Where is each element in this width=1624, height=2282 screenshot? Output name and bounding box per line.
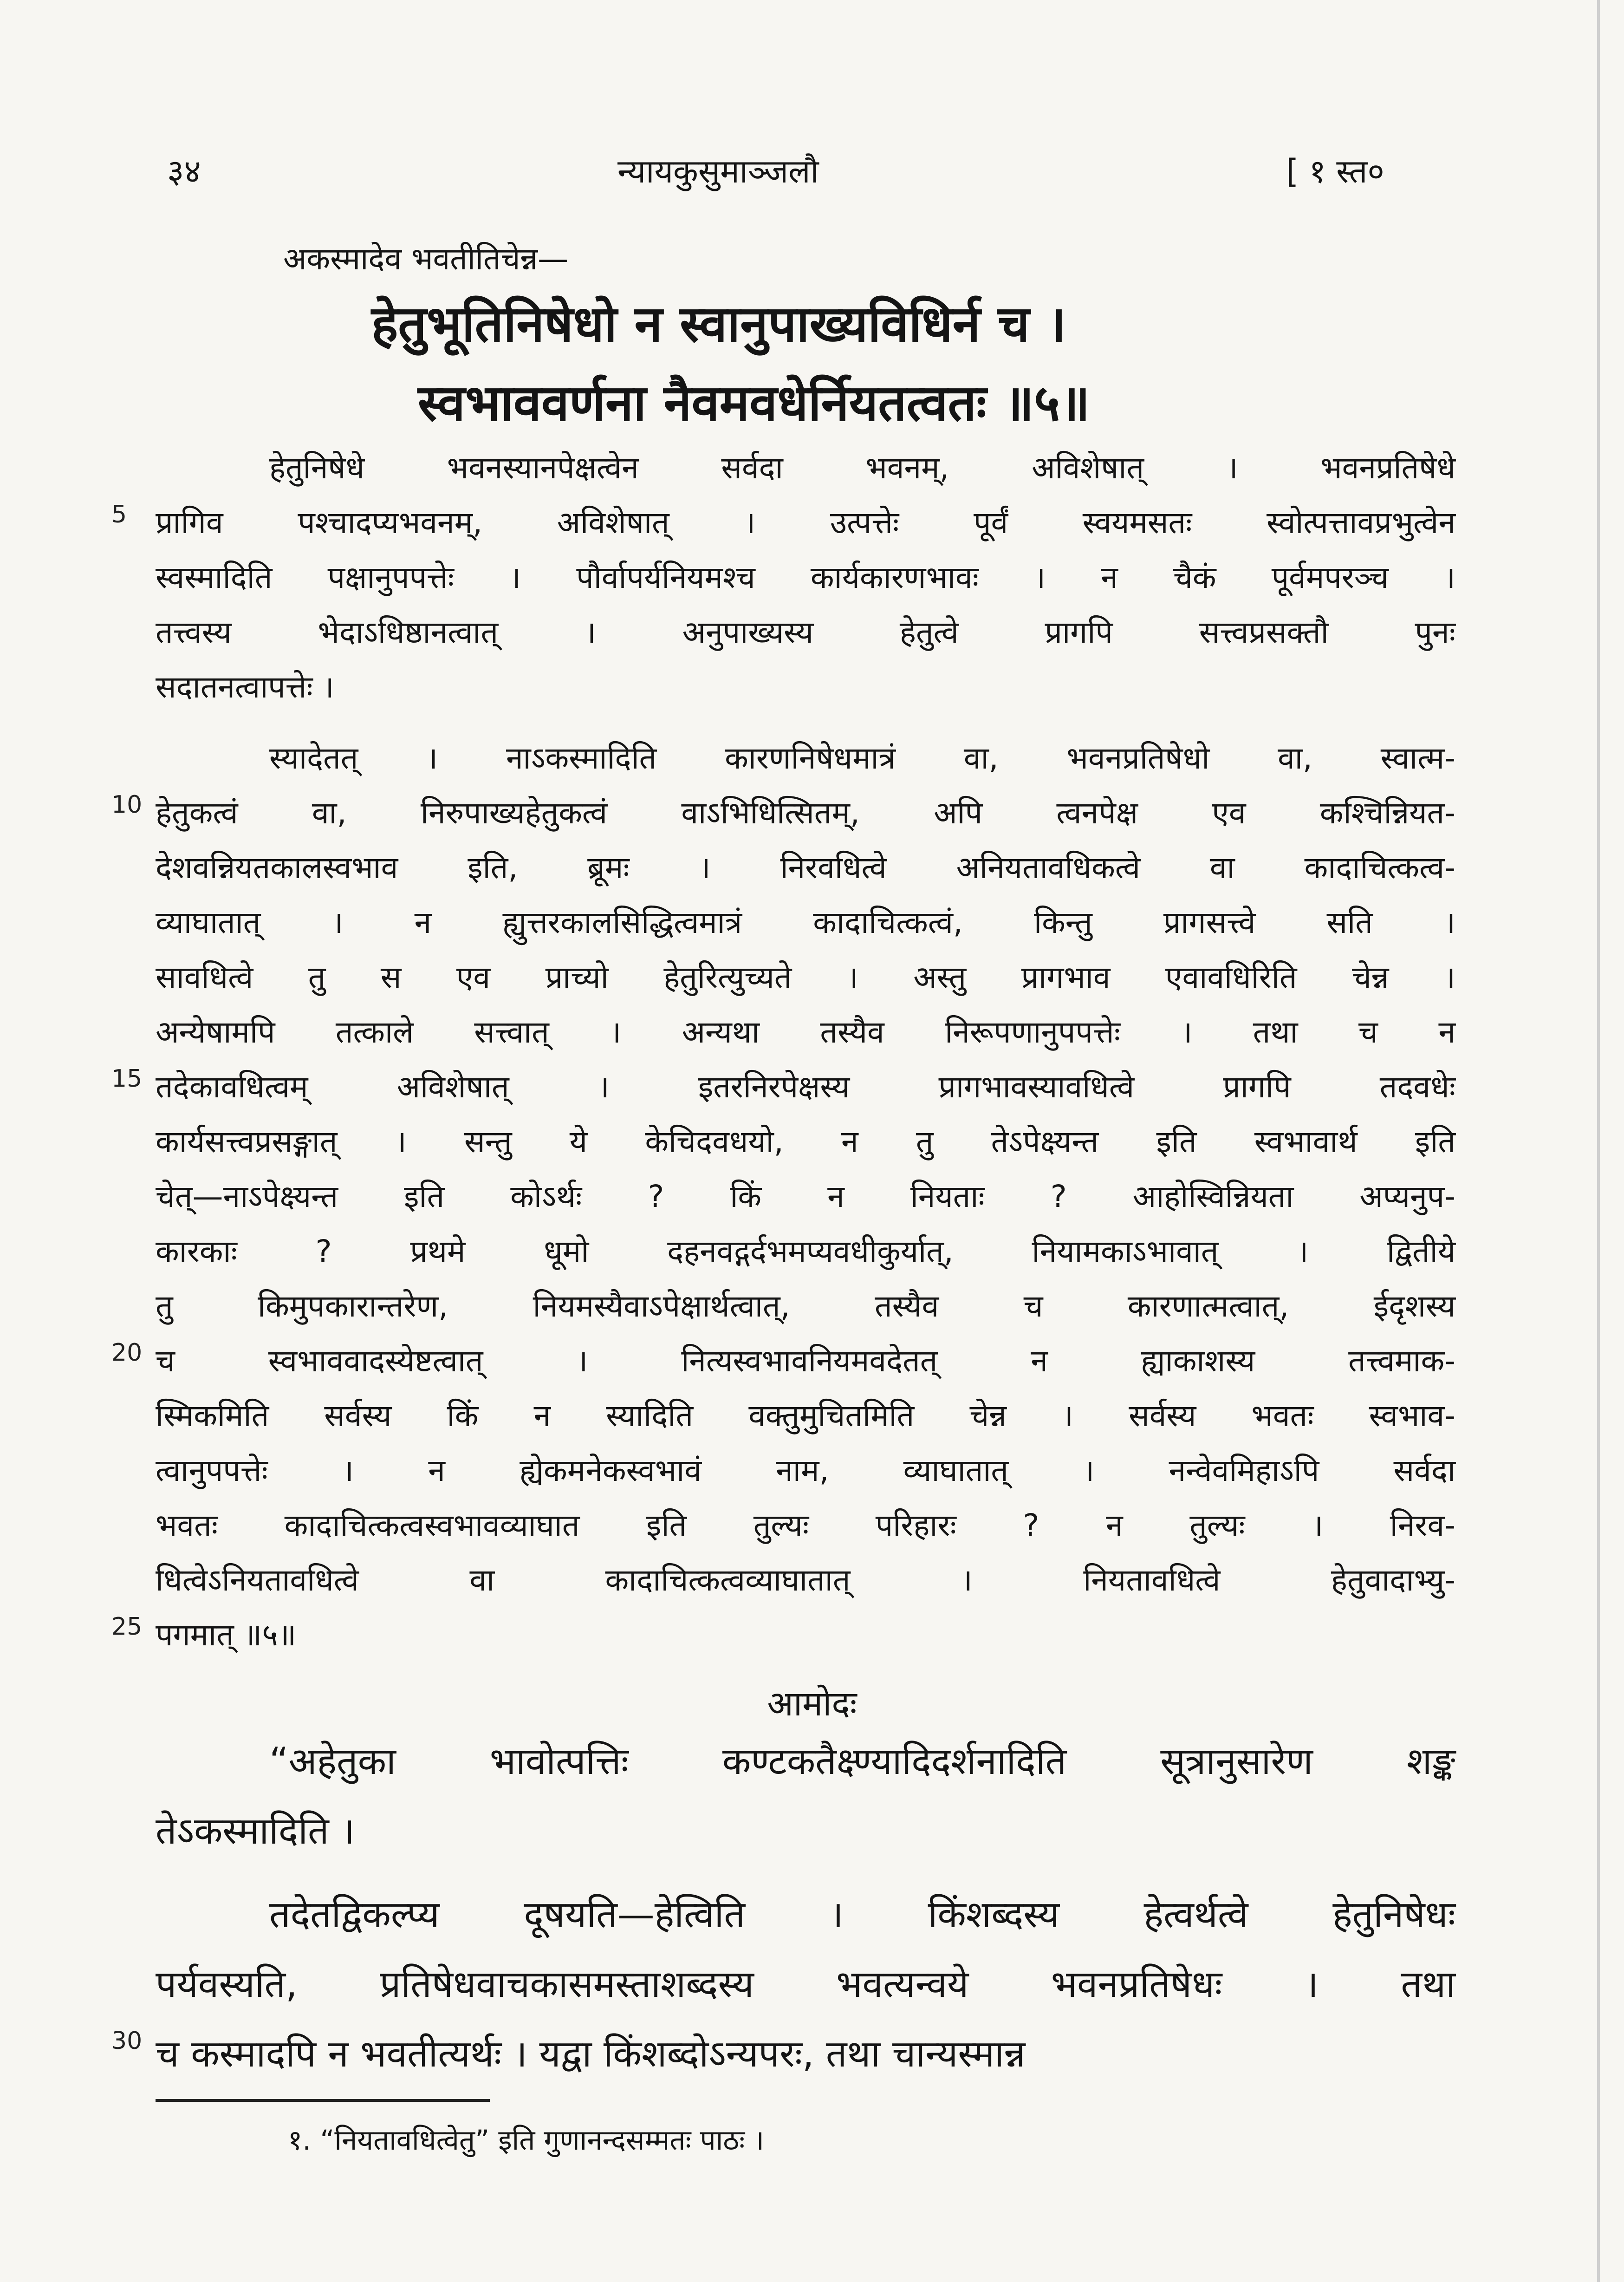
page-number: ३४ — [167, 152, 201, 190]
text-line — [156, 610, 1455, 652]
line-number: 5 — [111, 501, 127, 528]
line-text: व्याघातात् । न ह्युत्तरकालसिद्धित्वमात्रं कादाचित्कत्वं, किन्तु प्रागसत्त्वे सति । — [156, 905, 1455, 940]
line-text: पर्यवस्यति, प्रतिषेधवाचकासमस्ताशब्दस्य भवत्यन्वये भवनप्रतिषेधः । तथा — [156, 1963, 1455, 2006]
text-line — [156, 1120, 1455, 1161]
text-line — [156, 1558, 1455, 1600]
line-text: स्यादेतत् । नाऽकस्मादिति कारणनिषेधमात्रं वा, भवनप्रतिषेधो वा, स्वात्म- — [269, 740, 1455, 776]
verse-line-2: स्वभाववर्णना नैवमवधेर्नियतत्वतः ॥५॥ — [418, 374, 1090, 432]
line-number: 30 — [111, 2027, 143, 2055]
line-text: तेऽकस्मादिति । — [156, 1809, 355, 1852]
text-line — [156, 1284, 1455, 1326]
text-line — [156, 846, 1455, 887]
text-line — [156, 1503, 1455, 1545]
line-text: तु किमुपकारान्तरेण, नियमस्यैवाऽपेक्षार्थत्वात्, तस्यैव च कारणात्मत्वात्, ईदृशस्य — [156, 1288, 1455, 1324]
text-line — [269, 446, 1455, 488]
line-text: कारकाः ? प्रथमे धूमो दहनवद्गर्दभमप्यवधीकुर्यात्, नियामकाऽभावात् । द्वितीये — [156, 1233, 1455, 1269]
line-text: हेतुकत्वं वा, निरुपाख्यहेतुकत्वं वाऽभिधित्सितम्, अपि त्वनपेक्ष एव कश्चिन्नियत- — [156, 795, 1455, 831]
line-text: देशवन्नियतकालस्वभाव इति, ब्रूमः । निरवधित्वे अनियतावधिकत्वे वा कादाचित्कत्व- — [156, 850, 1455, 886]
intro-line: अकस्मादेव भवतीतिचेन्न— — [283, 241, 569, 277]
line-text: च स्वभाववादस्येष्टत्वात् । नित्यस्वभावनियमवदेतत् न ह्याकाशस्य तत्त्वमाक- — [156, 1343, 1455, 1379]
line-text: कार्यसत्त्वप्रसङ्गात् । सन्तु ये केचिदवधयो, न तु तेऽपेक्ष्यन्त इति स्वभावार्थ इति — [156, 1124, 1455, 1160]
running-title: न्यायकुसुमाञ्जलौ — [617, 152, 819, 190]
text-line — [111, 1339, 1455, 1381]
line-text: चेत्—नाऽपेक्ष्यन्त इति कोऽर्थः ? किं न नियताः ? आहोस्विन्नियता अप्यनुप- — [156, 1179, 1455, 1214]
text-line — [156, 1804, 1455, 1855]
text-line — [156, 1394, 1455, 1435]
line-text: अन्येषामपि तत्काले सत्त्वात् । अन्यथा तस्यैव निरूपणानुपपत्तेः । तथा च न — [156, 1014, 1455, 1050]
line-text: स्वस्मादिति पक्षानुपपत्तेः । पौर्वापर्यनियमश्च कार्यकारणभावः । न चैकं पूर्वमपरञ्च । — [156, 560, 1455, 595]
page-edge — [1597, 0, 1600, 2282]
section-marker: [ १ स्त० — [1286, 152, 1384, 190]
line-text: धित्वेऽनियतावधित्वे वा कादाचित्कत्वव्याघातात् । नियतावधित्वे हेतुवादाभ्यु- — [156, 1562, 1455, 1598]
footnote-rule — [156, 2099, 490, 2102]
line-text: तदेतद्विकल्प्य दूषयति—हेत्विति । किंशब्दस्य हेत्वर्थत्वे हेतुनिषेधः — [269, 1893, 1455, 1936]
text-line — [156, 1957, 1455, 2008]
text-line — [269, 1734, 1455, 1785]
line-text: सावधित्वे तु स एव प्राच्यो हेतुरित्युच्यते । अस्तु प्रागभाव एवावधिरिति चेन्न । — [156, 959, 1455, 995]
text-line — [111, 791, 1455, 833]
line-number: 15 — [111, 1065, 143, 1093]
footnote: १. “नियतावधित्वेतु” इति गुणानन्दसम्मतः पाठः । — [288, 2124, 765, 2157]
line-number: 10 — [111, 791, 143, 819]
verse-line-1: हेतुभूतिनिषेधो न स्वानुपाख्यविधिर्न च । — [371, 295, 1066, 353]
line-text: स्मिकमिति सर्वस्य किं न स्यादिति वक्तुमुचितमिति चेन्न । सर्वस्य भवतः स्वभाव- — [156, 1398, 1455, 1434]
line-text: च कस्मादपि न भवतीत्यर्थः । यद्वा किंशब्दोऽन्यपरः, तथा चान्यस्मान्न — [156, 2032, 1026, 2075]
text-line — [156, 900, 1455, 942]
line-text: सदातनत्वापत्तेः । — [156, 669, 334, 705]
text-line — [111, 1613, 1455, 1655]
text-line — [269, 1888, 1455, 1938]
line-text: त्वानुपपत्तेः । न ह्येकमनेकस्वभावं नाम, व्याघातात् । नन्वेवमिहाऽपि सर्वदा — [156, 1453, 1455, 1488]
text-line — [111, 1065, 1455, 1107]
text-line — [156, 1448, 1455, 1490]
text-line — [156, 665, 1455, 707]
text-line — [156, 555, 1455, 597]
text-line — [156, 1174, 1455, 1216]
commentary-title: आमोदः — [767, 1684, 857, 1724]
line-text: पगमात् ॥५॥ — [156, 1617, 297, 1653]
text-line — [156, 955, 1455, 997]
line-text: “अहेतुका भावोत्पत्तिः कण्टकतैक्ष्ण्यादिदर्शनादिति सूत्रानुसारेण शङ्क — [269, 1740, 1455, 1783]
line-text: हेतुनिषेधे भवनस्यानपेक्षत्वेन सर्वदा भवनम्, अविशेषात् । भवनप्रतिषेधे — [269, 450, 1455, 486]
line-number: 20 — [111, 1339, 143, 1367]
text-line — [156, 1010, 1455, 1052]
text-line — [269, 736, 1455, 778]
text-line — [156, 1229, 1455, 1271]
line-number: 25 — [111, 1613, 143, 1641]
line-text: तदेकावधित्वम् अविशेषात् । इतरनिरपेक्षस्य प्रागभावस्यावधित्वे प्रागपि तदवधेः — [156, 1069, 1455, 1105]
text-line — [111, 2027, 1455, 2078]
line-text: भवतः कादाचित्कत्वस्वभावव्याघात इति तुल्यः परिहारः ? न तुल्यः । निरव- — [156, 1507, 1455, 1543]
line-text: तत्त्वस्य भेदाऽधिष्ठानत्वात् । अनुपाख्यस्य हेतुत्वे प्रागपि सत्त्वप्रसक्तौ पुनः — [156, 614, 1455, 650]
line-text: प्रागिव पश्चादप्यभवनम्, अविशेषात् । उत्पत्तेः पूर्वं स्वयमसतः स्वोत्पत्तावप्रभुत्वेन — [156, 505, 1455, 541]
text-line — [111, 501, 1455, 542]
